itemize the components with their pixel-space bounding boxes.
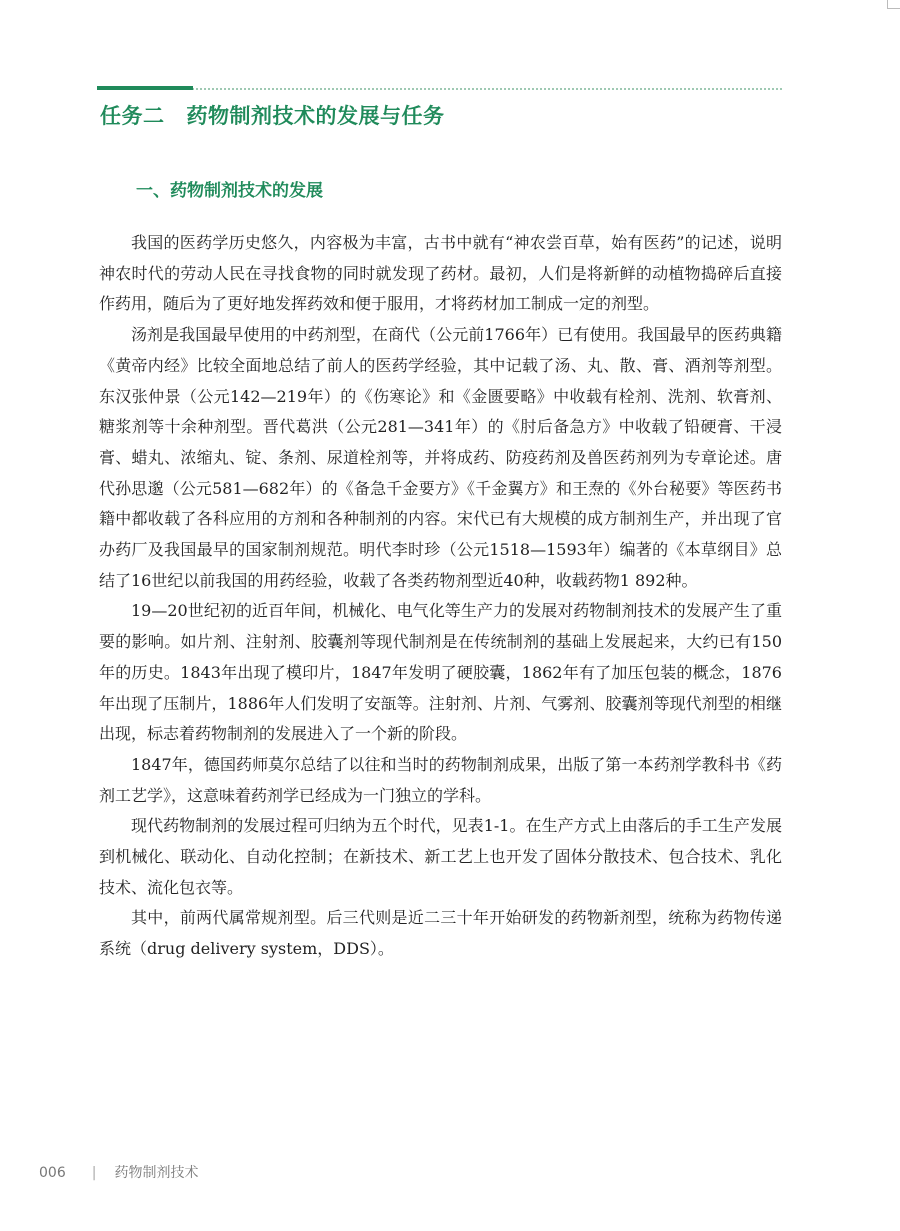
page-number: 006 bbox=[39, 1165, 66, 1181]
paragraph: 其中，前两代属常规剂型。后三代则是近二三十年开始研发的药物新剂型，统称为药物传递系统（drug delivery system，DDS）。 bbox=[99, 908, 782, 959]
paragraph: 19—20世纪初的近百年间，机械化、电气化等生产力的发展对药物制剂技术的发展产生了重要的影响。如片剂、注射剂、胶囊剂等现代制剂是在传统制剂的基础上发展起来，大约已有150年的历史。1843年出现了模印片，1847年发明了硬胶囊，1862年有了加压包装的概念，1876年出现了压制片，1886年人们发明了安瓿等。注射剂、片剂、气雾剂、胶囊剂等现代剂型的相继出现，标志着药物制剂的发展进入了一个新的阶段。 bbox=[99, 601, 782, 744]
header-dotted-rule bbox=[97, 88, 782, 90]
paragraph: 1847年，德国药师莫尔总结了以往和当时的药物制剂成果，出版了第一本药剂学教科书《药剂工艺学》，这意味着药剂学已经成为一门独立的学科。 bbox=[99, 754, 782, 805]
header-accent-bar bbox=[97, 86, 193, 90]
task-label: 任务二 bbox=[100, 104, 165, 128]
page-footer bbox=[39, 1162, 198, 1182]
paragraph: 现代药物制剂的发展过程可归纳为五个时代，见表1-1。在生产方式上由落后的手工生产发展到机械化、联动化、自动化控制；在新技术、新工艺上也开发了固体分散技术、包合技术、乳化技术、流化包衣等。 bbox=[99, 816, 782, 897]
corner-crop-mark bbox=[887, 0, 900, 9]
section-heading: 一、药物制剂技术的发展 bbox=[136, 181, 323, 201]
task-title-text: 药物制剂技术的发展与任务 bbox=[186, 104, 445, 128]
footer-separator: | bbox=[91, 1165, 97, 1181]
paragraph: 汤剂是我国最早使用的中药剂型，在商代（公元前1766年）已有使用。我国最早的医药典籍《黄帝内经》比较全面地总结了前人的医药学经验，其中记载了汤、丸、散、膏、酒剂等剂型。东汉张仲景（公元142—219年）的《伤寒论》和《金匮要略》中收载有栓剂、洗剂、软膏剂、糖浆剂等十余种剂型。晋代葛洪（公元281—341年）的《肘后备急方》中收载了铅硬膏、干浸膏、蜡丸、浓缩丸、锭、条剂、尿道栓剂等，并将成药、防疫药剂及兽医药剂列为专章论述。唐代孙思邈（公元581—682年）的《备急千金要方》《千金翼方》和王焘的《外台秘要》等医药书籍中都收载了各科应用的方剂和各种制剂的内容。宋代已有大规模的成方制剂生产，并出现了官办药厂及我国最早的国家制剂规范。明代李时珍（公元1518—1593年）编著的《本草纲目》总结了16世纪以前我国的用药经验，收载了各类药物剂型近40种，收载药物1 892种。 bbox=[99, 325, 782, 590]
book-title: 药物制剂技术 bbox=[114, 1165, 199, 1181]
body-text bbox=[99, 228, 782, 965]
paragraph: 我国的医药学历史悠久，内容极为丰富，古书中就有“神农尝百草，始有医药”的记述，说明神农时代的劳动人民在寻找食物的同时就发现了药材。最初，人们是将新鲜的动植物捣碎后直接作药用，随后为了更好地发挥药效和便于服用，才将药材加工制成一定的剂型。 bbox=[99, 233, 782, 314]
task-title bbox=[100, 100, 445, 130]
